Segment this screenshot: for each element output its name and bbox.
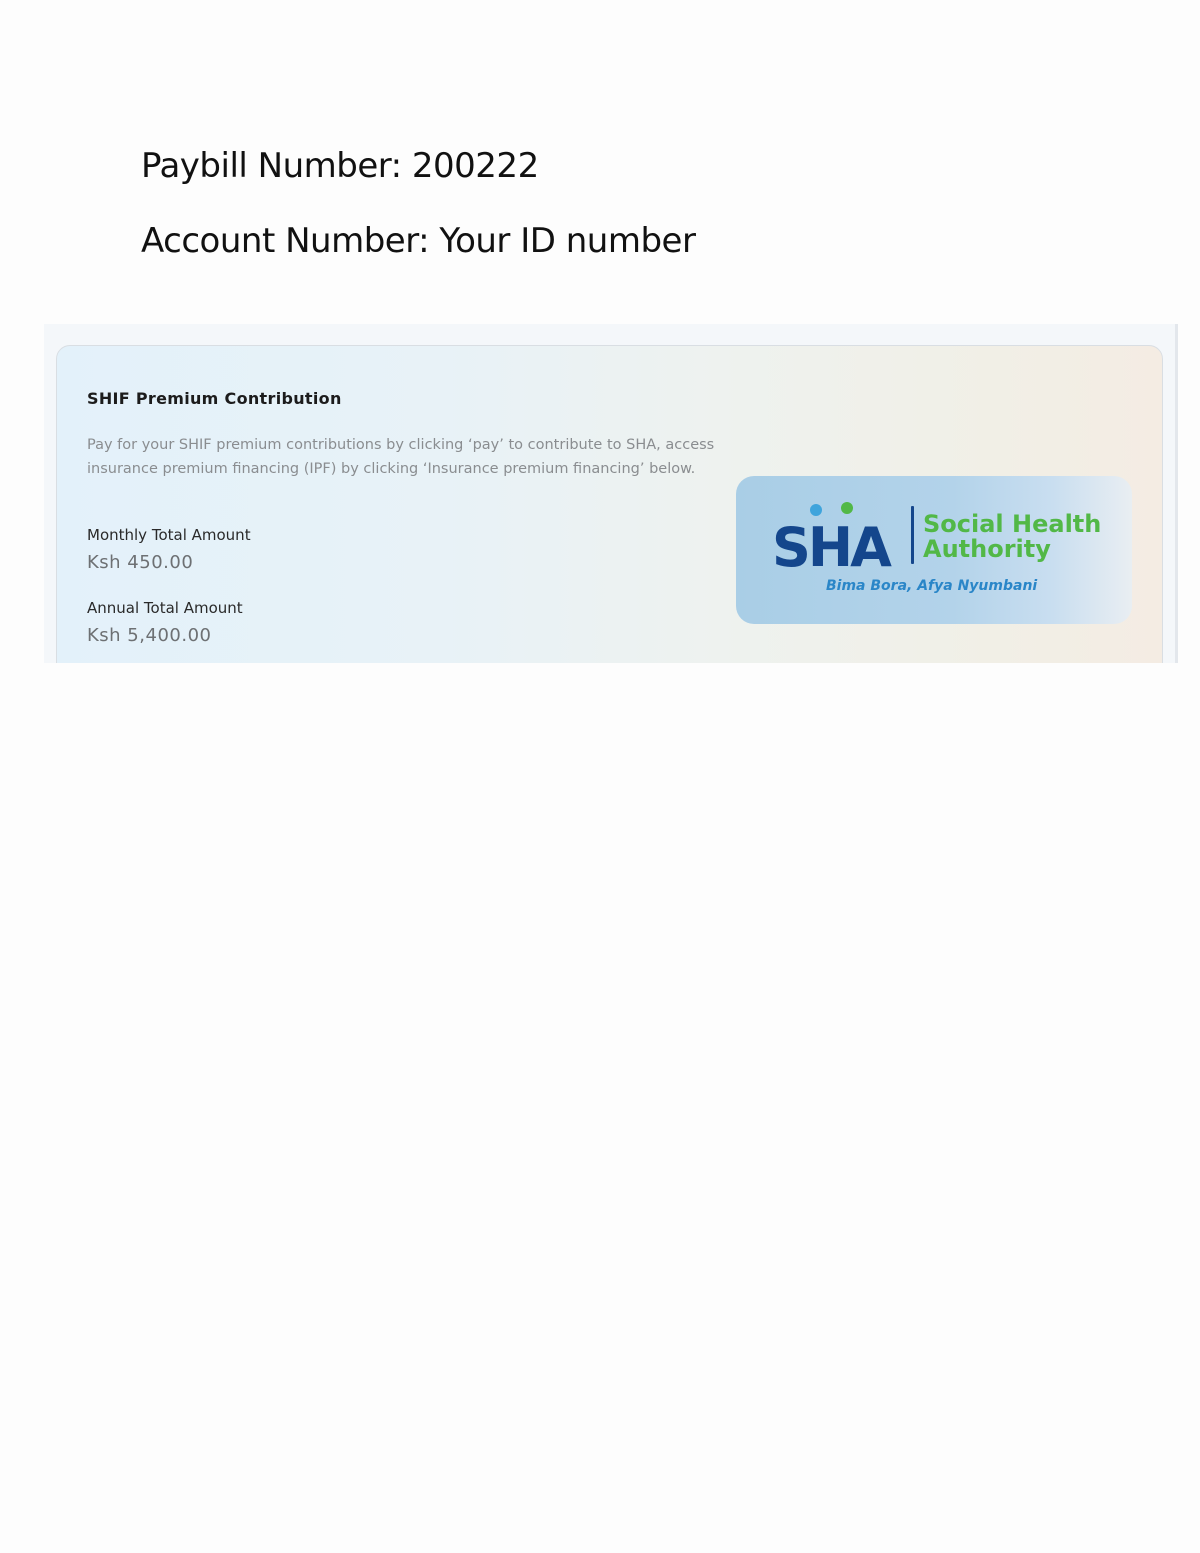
shif-premium-card: [56, 345, 1163, 663]
paybill-number-text: Paybill Number: 200222: [141, 146, 539, 186]
card-description: Pay for your SHIF premium contributions by clicking ‘pay’ to contribute to SHA, access insurance premium financing (IPF) by clicking ‘Insurance premium financing’ below.: [87, 437, 715, 477]
logo-organization-name: [923, 512, 1101, 562]
logo-mark-text: SHA: [772, 516, 889, 570]
annual-total-value: Ksh 5,400.00: [87, 625, 212, 646]
sha-logo-banner: [736, 476, 1132, 624]
sha-logo-icon: [772, 500, 902, 570]
logo-name-line1: Social Health: [923, 510, 1102, 538]
logo-dot-blue: [810, 504, 822, 516]
annual-total-label: Annual Total Amount: [87, 599, 243, 617]
logo-dot-green: [841, 502, 853, 514]
monthly-total-label: Monthly Total Amount: [87, 526, 251, 544]
account-number-text: Account Number: Your ID number: [141, 221, 696, 261]
card-title: SHIF Premium Contribution: [87, 389, 342, 408]
logo-slogan: Bima Bora, Afya Nyumbani: [826, 578, 1038, 594]
embedded-screenshot: [44, 324, 1178, 663]
monthly-total-value: Ksh 450.00: [87, 552, 194, 573]
logo-name-line2: Authority: [923, 535, 1051, 563]
logo-divider: [911, 506, 914, 564]
